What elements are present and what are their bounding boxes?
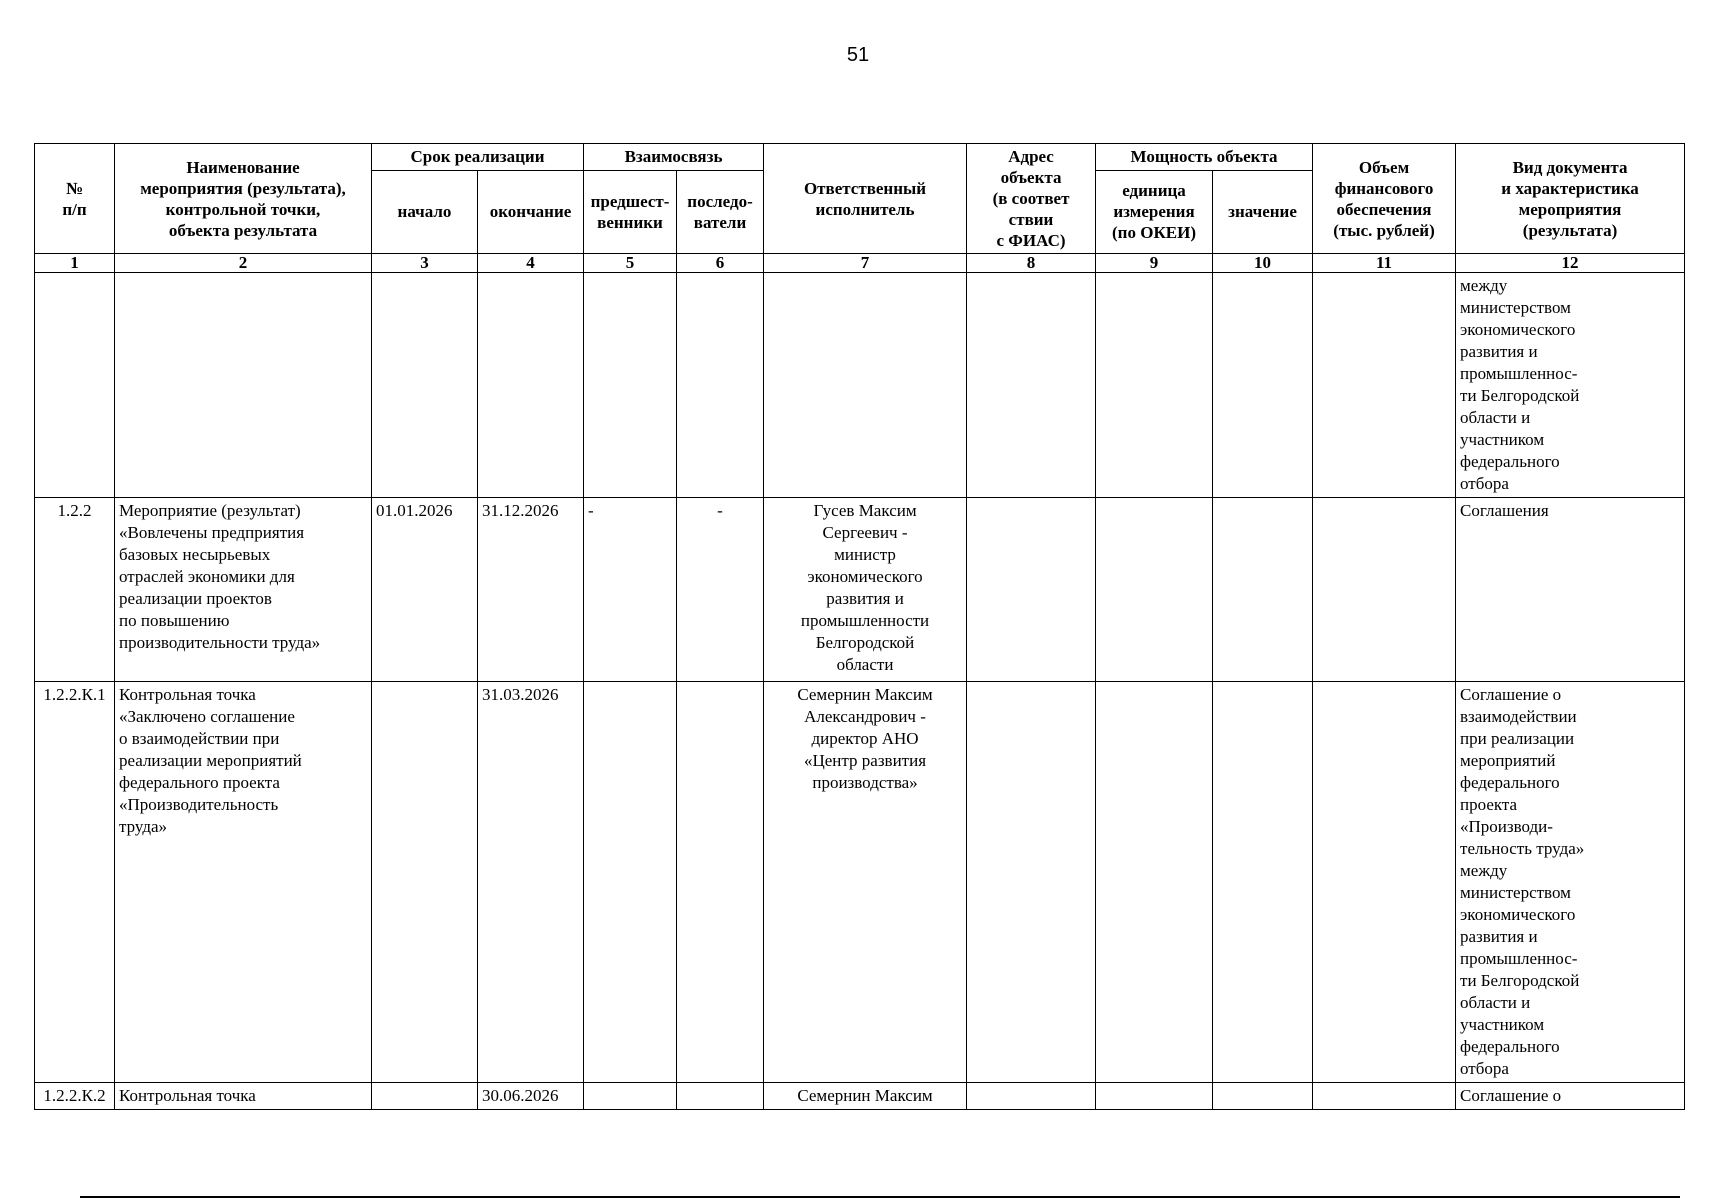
header-predecessors: предшест- венники (584, 170, 677, 253)
row-address (967, 1083, 1096, 1110)
header-name: Наименование мероприятия (результата), контрольной точки, объекта результата (115, 144, 372, 254)
column-numbers-row (35, 254, 1685, 273)
table-body (35, 273, 1685, 1110)
row-name: Мероприятие (результат) «Вовлечены предприятия базовых несырьевых отраслей экономики для реализации проектов по повышению производительности труда» (115, 498, 372, 682)
row-predecessors (584, 273, 677, 498)
row-unit (1096, 498, 1213, 682)
header-finance: Объем финансового обеспечения (тыс. рублей) (1313, 144, 1456, 254)
row-start (372, 273, 478, 498)
row-responsible: Гусев Максим Сергеевич - министр экономического развития и промышленности Белгородской области (764, 498, 967, 682)
row-unit (1096, 273, 1213, 498)
row-doc: между министерством экономического развития и промышленнос- ти Белгородской области и участником федерального отбора (1456, 273, 1685, 498)
column-number: 1 (35, 254, 115, 273)
row-successors (677, 273, 764, 498)
column-number: 3 (372, 254, 478, 273)
row-value (1213, 498, 1313, 682)
row-value (1213, 1083, 1313, 1110)
row-address (967, 682, 1096, 1083)
column-number: 11 (1313, 254, 1456, 273)
row-successors (677, 682, 764, 1083)
table-row (35, 273, 1685, 498)
row-num: 1.2.2.К.2 (35, 1083, 115, 1110)
events-table (34, 143, 1685, 1110)
header-start: начало (372, 170, 478, 253)
row-end: 31.12.2026 (478, 498, 584, 682)
row-end: 31.03.2026 (478, 682, 584, 1083)
header-value: значение (1213, 170, 1313, 253)
row-name: Контрольная точка «Заключено соглашение о взаимодействии при реализации мероприятий федерального проекта «Производительность труда» (115, 682, 372, 1083)
row-responsible (764, 273, 967, 498)
row-finance (1313, 682, 1456, 1083)
header-doc: Вид документа и характеристика мероприятия (результата) (1456, 144, 1685, 254)
row-start: 01.01.2026 (372, 498, 478, 682)
row-doc: Соглашение о взаимодействии при реализации мероприятий федерального проекта «Производи- тельность труда» между министерством экономического развития и промышленнос- ти Белгородской области и участником федерального отбора (1456, 682, 1685, 1083)
row-responsible: Семернин Максим Александрович - директор АНО «Центр развития производства» (764, 682, 967, 1083)
header-address: Адрес объекта (в соответ ствии с ФИАС) (967, 144, 1096, 254)
row-predecessors: - (584, 498, 677, 682)
row-unit (1096, 682, 1213, 1083)
row-doc: Соглашения (1456, 498, 1685, 682)
table-row (35, 1083, 1685, 1110)
column-number: 4 (478, 254, 584, 273)
column-number: 5 (584, 254, 677, 273)
header-capacity: Мощность объекта (1096, 144, 1313, 171)
header-period: Срок реализации (372, 144, 584, 171)
column-number: 10 (1213, 254, 1313, 273)
column-number: 9 (1096, 254, 1213, 273)
row-value (1213, 273, 1313, 498)
row-address (967, 273, 1096, 498)
column-number: 12 (1456, 254, 1685, 273)
bottom-rule (80, 1196, 1680, 1198)
column-number: 8 (967, 254, 1096, 273)
header-relation: Взаимосвязь (584, 144, 764, 171)
row-start (372, 682, 478, 1083)
page-number: 51 (846, 44, 870, 66)
header-responsible: Ответственный исполнитель (764, 144, 967, 254)
row-unit (1096, 1083, 1213, 1110)
row-successors: - (677, 498, 764, 682)
column-number: 2 (115, 254, 372, 273)
header-end: окончание (478, 170, 584, 253)
row-finance (1313, 498, 1456, 682)
row-num: 1.2.2 (35, 498, 115, 682)
row-predecessors (584, 1083, 677, 1110)
table-row (35, 498, 1685, 682)
row-end: 30.06.2026 (478, 1083, 584, 1110)
header-unit: единица измерения (по ОКЕИ) (1096, 170, 1213, 253)
row-num (35, 273, 115, 498)
row-name: Контрольная точка (115, 1083, 372, 1110)
row-predecessors (584, 682, 677, 1083)
column-number: 6 (677, 254, 764, 273)
table-row (35, 682, 1685, 1083)
row-finance (1313, 1083, 1456, 1110)
row-end (478, 273, 584, 498)
row-finance (1313, 273, 1456, 498)
row-doc: Соглашение о (1456, 1083, 1685, 1110)
row-address (967, 498, 1096, 682)
header-num: № п/п (35, 144, 115, 254)
row-value (1213, 682, 1313, 1083)
column-number: 7 (764, 254, 967, 273)
row-responsible: Семернин Максим (764, 1083, 967, 1110)
table-header (35, 144, 1685, 273)
row-successors (677, 1083, 764, 1110)
row-start (372, 1083, 478, 1110)
header-successors: последо- ватели (677, 170, 764, 253)
row-num: 1.2.2.К.1 (35, 682, 115, 1083)
row-name (115, 273, 372, 498)
